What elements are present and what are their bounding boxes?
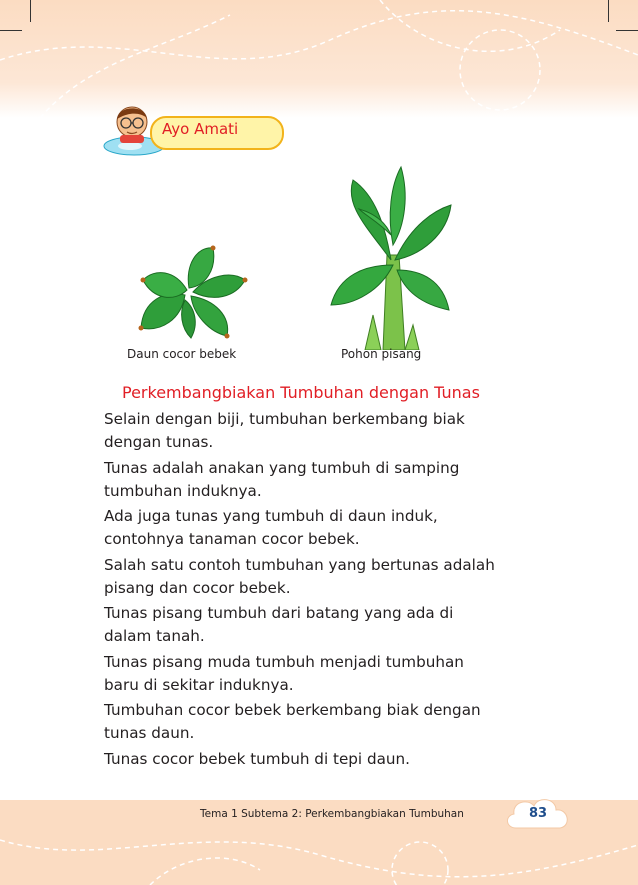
- section-title: Perkembangbiakan Tumbuhan dengan Tunas: [122, 383, 480, 402]
- body-text: [104, 408, 559, 773]
- crop-mark: [608, 0, 609, 22]
- paragraph: Ada juga tunas yang tumbuh di daun induk, contohnya tanaman cocor bebek.: [104, 507, 438, 548]
- banana-tree-icon: [325, 165, 455, 350]
- header-band: [0, 0, 638, 118]
- paragraph: Tunas pisang muda tumbuh menjadi tumbuhan baru di sekitar induknya.: [104, 652, 464, 694]
- caption-pisang: Pohon pisang: [341, 347, 422, 361]
- crop-mark: [616, 30, 638, 31]
- paragraph: Salah satu contoh tumbuhan yang bertunas adalah pisang dan cocor bebek.: [104, 555, 495, 597]
- paragraph: Tunas pisang tumbuh dari batang yang ada di dalam tanah.: [104, 604, 454, 645]
- paragraph: Tunas cocor bebek tumbuh di tepi daun.: [104, 749, 411, 768]
- caption-cocor-bebek: Daun cocor bebek: [127, 347, 237, 361]
- crop-mark: [30, 0, 31, 22]
- cocor-bebek-plant-icon: [135, 240, 250, 340]
- footer-text: Tema 1 Subtema 2: Perkembangbiakan Tumbuhan: [200, 808, 464, 820]
- activity-heading: [100, 110, 290, 160]
- crop-mark: [0, 30, 22, 31]
- page-number: 83: [528, 806, 548, 821]
- paragraph: Selain dengan biji, tumbuhan berkembang biak dengan tunas.: [104, 410, 465, 451]
- paragraph: Tunas adalah anakan yang tumbuh di samping tumbuhan induknya.: [104, 458, 460, 500]
- page-number-badge: [502, 792, 574, 836]
- dashed-swirl-decoration: [0, 0, 638, 118]
- heading-label: Ayo Amati: [162, 120, 239, 138]
- paragraph: Tumbuhan cocor bebek berkembang biak dengan tunas daun.: [104, 701, 481, 742]
